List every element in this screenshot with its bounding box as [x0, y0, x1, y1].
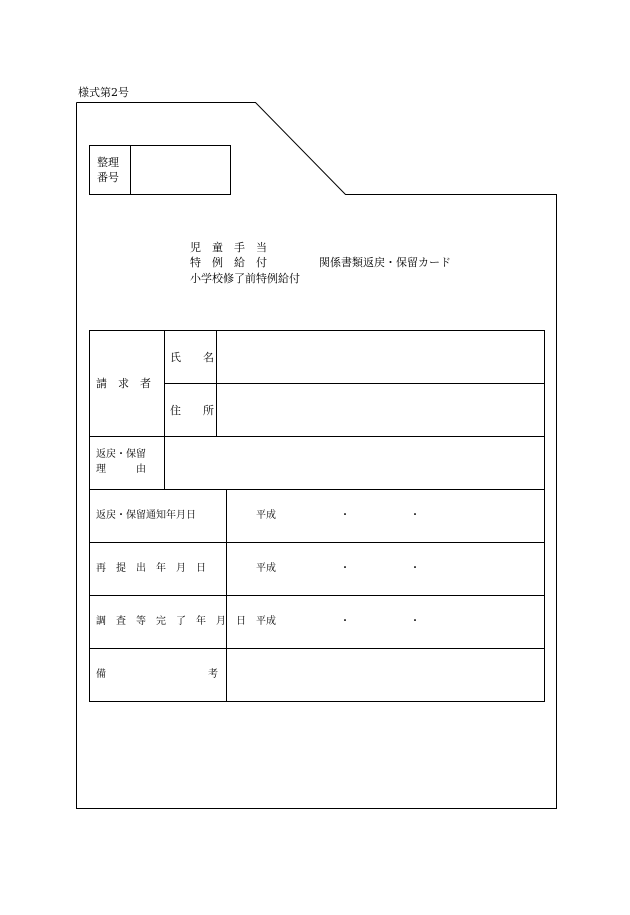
title-suffix: 関係書類返戻・保留カード: [319, 256, 451, 269]
title-line-2-text: 特 例 給 付: [190, 256, 267, 269]
seiri-label-line2: 番号: [97, 171, 119, 184]
resubmit-date-sep2: ・: [410, 563, 420, 574]
reason-label-line2: 理 由: [96, 464, 146, 475]
seiri-label-line1: 整理: [97, 156, 119, 169]
resubmit-date-label: 再 提 出 年 月 日: [96, 563, 206, 574]
seikyusha-label: 請 求 者: [96, 377, 151, 390]
resubmit-date-era: 平成: [256, 563, 276, 574]
survey-date-label: 調 査 等 完 了 年 月 日: [96, 616, 246, 627]
reason-label-line1: 返戻・保留: [96, 449, 146, 460]
biko-field[interactable]: [227, 649, 544, 701]
survey-date-era: 平成: [256, 616, 276, 627]
title-line-3: 小学校修了前特例給付: [190, 272, 300, 285]
biko-label-left: 備: [96, 669, 106, 680]
title-line-1-text: 児 童 手 当: [190, 241, 267, 254]
survey-date-sep2: ・: [410, 616, 420, 627]
biko-label-right: 考: [208, 669, 218, 680]
seiri-number-field[interactable]: [131, 146, 230, 194]
reason-field[interactable]: [165, 437, 544, 489]
shimei-label: 氏 名: [170, 351, 214, 364]
shimei-field[interactable]: [217, 331, 544, 383]
title-line-2: [190, 256, 310, 269]
survey-date-sep1: ・: [340, 616, 350, 627]
title-line-1: [190, 241, 310, 254]
notice-date-era: 平成: [256, 510, 276, 521]
notice-date-label: 返戻・保留通知年月日: [96, 510, 196, 521]
jusho-field[interactable]: [217, 384, 544, 436]
form-number: 様式第2号: [78, 86, 129, 99]
notice-date-sep2: ・: [410, 510, 420, 521]
resubmit-date-sep1: ・: [340, 563, 350, 574]
jusho-label: 住 所: [170, 404, 214, 417]
notice-date-sep1: ・: [340, 510, 350, 521]
